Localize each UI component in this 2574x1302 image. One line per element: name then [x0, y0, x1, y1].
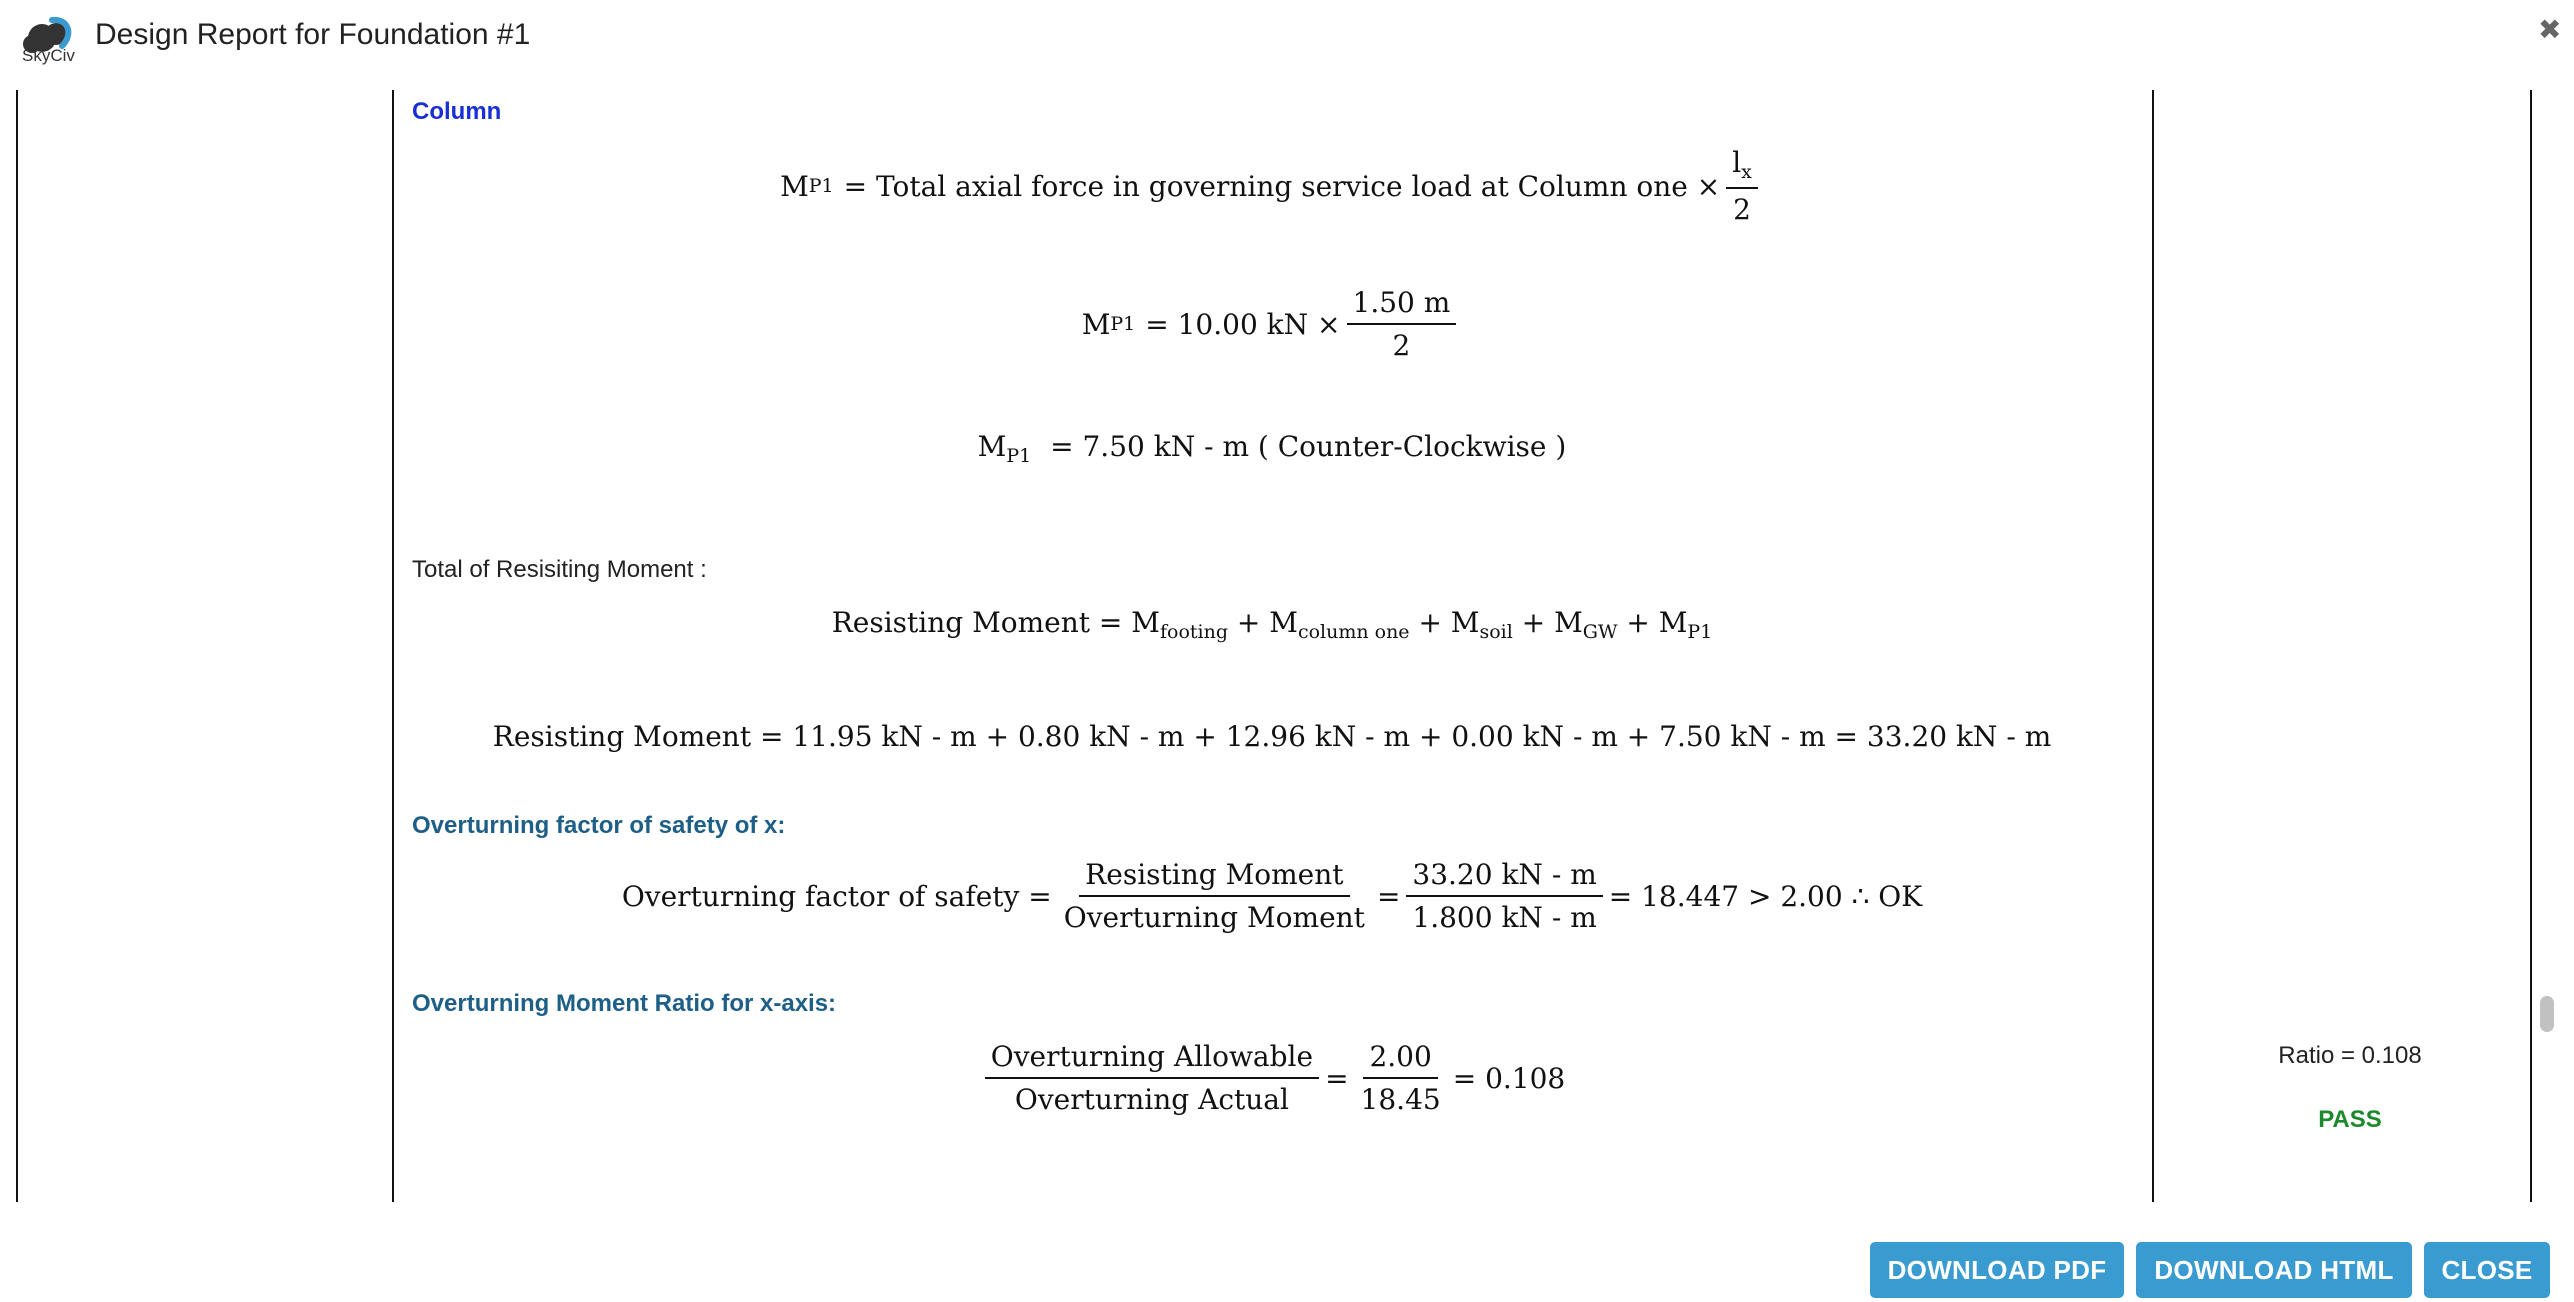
mp1-result-equation: $M_{P1} = 7.50$ kN - m ( Counter-Clockwise )	[977, 430, 1567, 467]
table-border-right	[2530, 90, 2532, 1202]
modal-footer	[0, 1202, 2574, 1302]
resisting-moment-values: Resisting Moment = 11.95 kN - m + 0.80 kN - m + 12.96 kN - m + 0.00 kN - m + 7.50 kN - m = 33.20 kN - m	[492, 720, 2052, 753]
download-html-button[interactable]: DOWNLOAD HTML	[2136, 1242, 2412, 1298]
dialog-title: Design Report for Foundation #1	[95, 18, 531, 51]
table-border-mid	[2152, 90, 2154, 1202]
section-heading-ratio: Overturning Moment Ratio for x-axis:	[412, 990, 837, 1017]
scrollbar-track[interactable]	[2534, 90, 2560, 1202]
fraction: $\frac{33.20 kN - m}{1.800 kN - m}$	[1406, 858, 1602, 934]
overturning-fos-equation: Overturning factor of safety = $\frac{\text{Resisting Moment}}{\text{Overturning Moment}}$ = $\frac{33.20 kN - m}{1.800 kN - m}$ = 18.447 > 2.00 ∴ OK	[621, 858, 1923, 934]
resisting-moment-label: Total of Resisiting Moment :	[412, 556, 707, 583]
ratio-value: Ratio = 0.108	[2278, 1042, 2422, 1069]
close-button[interactable]: CLOSE	[2424, 1242, 2550, 1298]
report-viewport[interactable]	[0, 90, 2574, 1202]
table-border-left	[392, 90, 394, 1202]
fraction: $\frac{1.50 m}{2}$	[1347, 286, 1457, 362]
section-heading-overturning-fos: Overturning factor of safety of x:	[412, 812, 786, 839]
section-heading-column: Column	[412, 98, 502, 125]
fraction: $\frac{l_x}{2}$	[1726, 146, 1758, 226]
download-pdf-button[interactable]: DOWNLOAD PDF	[1870, 1242, 2124, 1298]
report-border-left	[16, 90, 18, 1202]
fraction: $\frac{\text{Resisting Moment}}{\text{Overturning Moment}}$	[1063, 858, 1365, 934]
fraction: $\frac{2.00}{18.45}$	[1360, 1040, 1441, 1116]
fraction: $\frac{\text{Overturning Allowable}}{\text{Overturning Actual}}$	[985, 1040, 1319, 1116]
scrollbar-thumb[interactable]	[2540, 996, 2554, 1032]
close-icon[interactable]: ✖	[2538, 14, 2562, 45]
mp1-definition-equation: M P1 = Total axial force in governing service load at Column one × $\frac{l_x}{2}$	[392, 146, 2152, 226]
mp1-values-equation: M P1 = 10.00 kN × $\frac{1.50 m}{2}$	[392, 286, 2152, 362]
overturning-ratio-equation: $\frac{\text{Overturning Allowable}}{\text{Overturning Actual}}$ = $\frac{2.00}{18.45}$ = 0.108	[392, 1040, 2152, 1116]
logo-text: SkyCiv	[22, 46, 75, 65]
resisting-moment-formula: Resisting Moment = $M_{footing} + M_{column one} + M_{soil} + M_{GW} + M_{P1}$	[831, 606, 1713, 643]
pass-status: PASS	[2318, 1106, 2382, 1133]
modal-header	[0, 0, 2574, 90]
